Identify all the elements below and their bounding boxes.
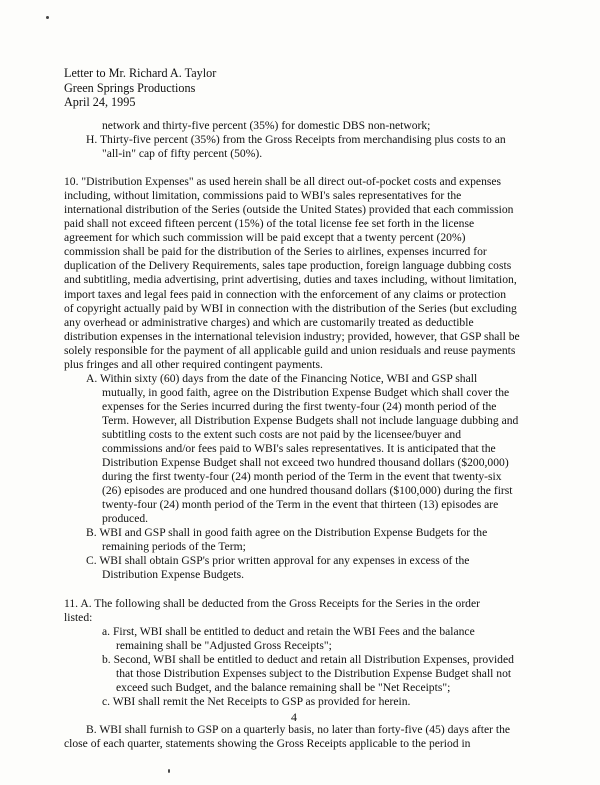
text-line: distribution expenses in the international television industry; provided, however, that GSP shall be bbox=[64, 329, 520, 343]
text-line: C. WBI shall obtain GSP's prior written approval for any expenses in excess of the bbox=[86, 554, 470, 568]
text-line: B. WBI and GSP shall in good faith agree on the Distribution Expense Budgets for the bbox=[86, 526, 488, 540]
text-line: produced. bbox=[102, 512, 149, 526]
header-company: Green Springs Productions bbox=[64, 80, 196, 95]
text-line: B. WBI shall furnish to GSP on a quarterly basis, no later than forty-five (45) days after the bbox=[86, 722, 511, 736]
text-line: Distribution Expense Budget shall not exceed two hundred thousand dollars ($200,000) bbox=[102, 456, 509, 470]
text-line: 11. A. The following shall be deducted from the Gross Receipts for the Series in the order bbox=[64, 596, 480, 610]
text-line: A. Within sixty (60) days from the date of the Financing Notice, WBI and GSP shall bbox=[86, 371, 478, 385]
text-line: "all-in" cap of fifty percent (50%). bbox=[102, 147, 263, 161]
text-line: c. WBI shall remit the Net Receipts to GSP as provided for herein. bbox=[102, 694, 411, 708]
text-line: paid shall not exceed fifteen percent (15%) of the total license fee set forth in the license bbox=[64, 217, 475, 231]
text-line: during the first twenty-four (24) month period of the Term in the event that twenty-six bbox=[102, 470, 502, 484]
text-line: exceed such Budget, and the balance remaining shall be "Net Receipts"; bbox=[116, 680, 451, 694]
text-line: that those Distribution Expenses subject to the Distribution Expense Budget shall not bbox=[116, 666, 512, 680]
text-line: close of each quarter, statements showing the Gross Receipts applicable to the period in bbox=[64, 736, 471, 750]
text-line: listed: bbox=[64, 610, 93, 624]
text-line: twenty-four (24) month period of the Term in the event that thirteen (13) episodes are bbox=[102, 498, 499, 512]
letter-header bbox=[64, 66, 216, 110]
text-line: mutually, in good faith, agree on the Distribution Expense Budget which shall cover the bbox=[102, 385, 510, 399]
text-line: import taxes and legal fees paid in connection with the enforcement of any claims or protection bbox=[64, 287, 507, 301]
text-line: Term. However, all Distribution Expense Budgets shall not include language dubbing and bbox=[102, 413, 519, 427]
text-line: subtitling costs to the extent such costs are not paid by the licensee/buyer and bbox=[102, 427, 461, 441]
text-line: remaining shall be "Adjusted Gross Receipts"; bbox=[116, 638, 332, 652]
letter-body bbox=[64, 119, 538, 751]
text-line: including, without limitation, commissions paid to WBI's sales representatives for the bbox=[64, 189, 462, 203]
scan-speck bbox=[168, 769, 170, 773]
text-line: remaining periods of the Term; bbox=[102, 540, 246, 554]
page-number: 4 bbox=[291, 710, 297, 724]
text-line: a. First, WBI shall be entitled to deduct and retain the WBI Fees and the balance bbox=[102, 624, 475, 638]
text-line: duplication of the Delivery Requirements, sales tape production, foreign language dubbing costs bbox=[64, 259, 512, 273]
text-line: agreement for which such commission will be paid except that a twenty percent (20%) bbox=[64, 231, 466, 245]
text-line: expenses for the Series incurred during the first twenty-four (24) month period of the bbox=[102, 399, 497, 413]
text-line: H. Thirty-five percent (35%) from the Gross Receipts from merchandising plus costs to an bbox=[86, 133, 506, 147]
text-line: network and thirty-five percent (35%) for domestic DBS non-network; bbox=[102, 119, 431, 132]
text-line: Distribution Expense Budgets. bbox=[102, 568, 245, 582]
text-line: commissions and/or fees paid to WBI's sales representatives. It is anticipated that the bbox=[102, 442, 496, 456]
text-line: (26) episodes are produced and one hundred thousand dollars ($100,000) during the first bbox=[102, 484, 513, 498]
text-line: 10. "Distribution Expenses" as used herein shall be all direct out-of-pocket costs and expenses bbox=[64, 175, 502, 189]
text-line: international distribution of the Series (outside the United States) provided that each commission bbox=[64, 203, 514, 217]
text-line: of copyright actually paid by WBI in connection with the distribution of the Series (but excluding bbox=[64, 301, 517, 315]
header-date: April 24, 1995 bbox=[64, 95, 136, 109]
text-line: and subtitling, media advertising, print advertising, duties and taxes including, without limitation, bbox=[64, 273, 517, 287]
text-line: b. Second, WBI shall be entitled to deduct and retain all Distribution Expenses, provided bbox=[102, 652, 514, 666]
scan-speck bbox=[46, 16, 49, 19]
text-line: commission shall be paid for the distribution of the Series to airlines, expenses incurred for bbox=[64, 245, 487, 259]
text-line: any overhead or administrative charges) and which are customarily treated as deductible bbox=[64, 315, 474, 329]
text-line: plus fringes and all other required contingent payments. bbox=[64, 357, 323, 371]
text-line: solely responsible for the payment of all applicable guild and union residuals and reuse payments bbox=[64, 343, 516, 357]
header-recipient: Letter to Mr. Richard A. Taylor bbox=[64, 66, 217, 80]
